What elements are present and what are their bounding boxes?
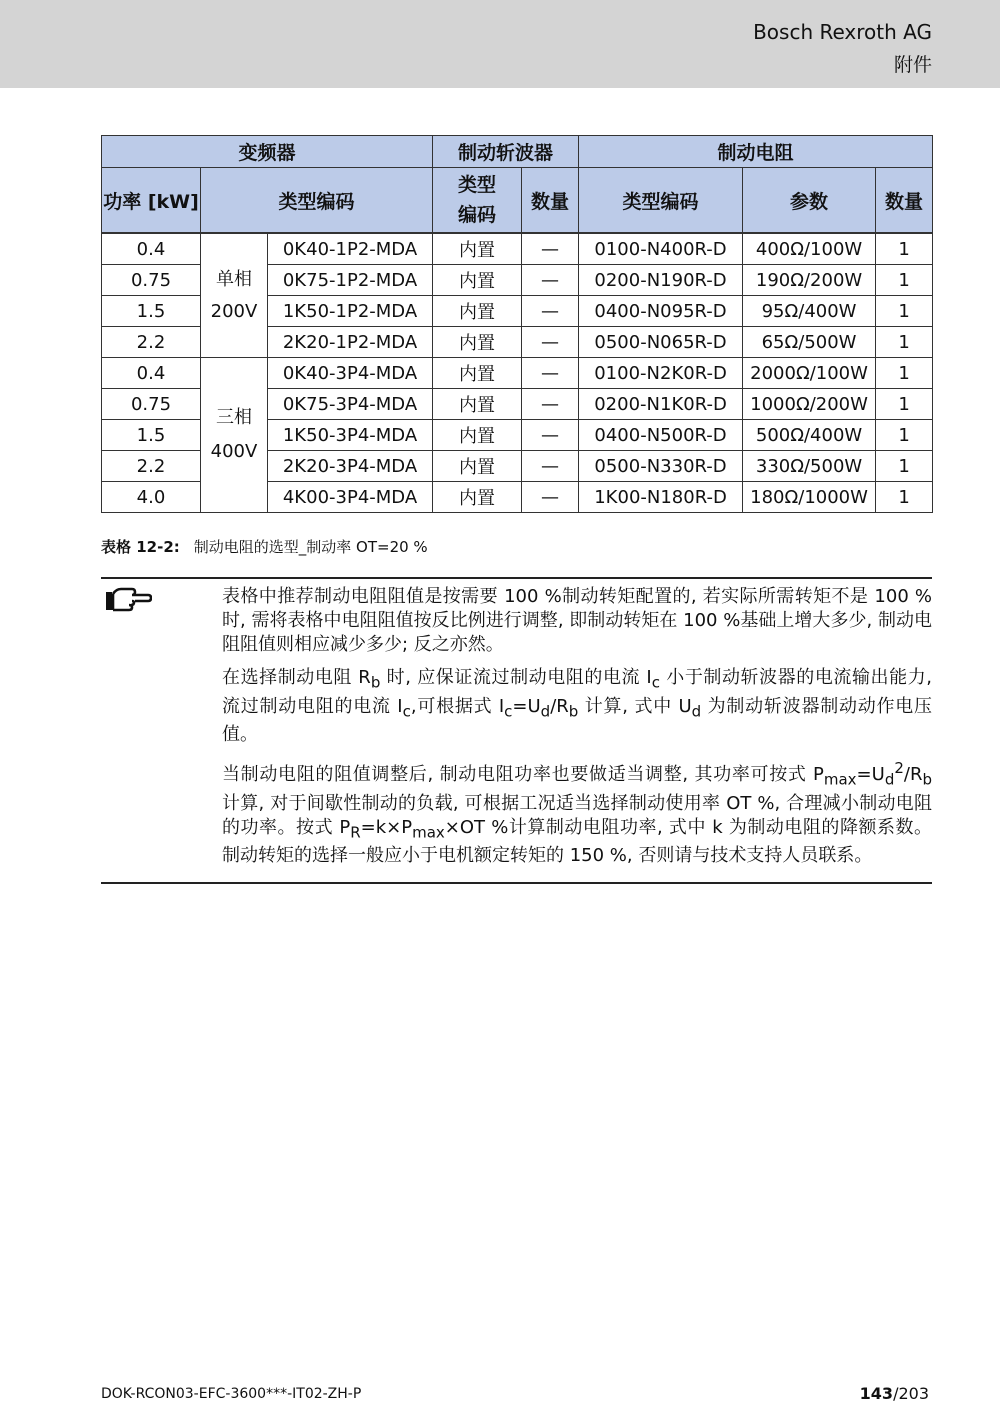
company-name: Bosch Rexroth AG bbox=[753, 20, 932, 44]
cell-inverter-code: 0K40-1P2-MDA bbox=[268, 233, 433, 265]
cell-chopper-qty: — bbox=[522, 265, 579, 296]
col-header-chopper-type bbox=[433, 168, 522, 234]
note-divider-top bbox=[101, 577, 932, 579]
cell-chopper-qty: — bbox=[522, 358, 579, 389]
cell-power: 2.2 bbox=[102, 451, 201, 482]
cell-chopper-qty: — bbox=[522, 389, 579, 420]
cell-chopper-qty: — bbox=[522, 420, 579, 451]
cell-chopper-qty: — bbox=[522, 327, 579, 358]
cell-resistor-param: 65Ω/500W bbox=[743, 327, 876, 358]
cell-resistor-param: 500Ω/400W bbox=[743, 420, 876, 451]
caption-text: 制动电阻的选型_制动率 OT=20 % bbox=[193, 538, 428, 556]
current-page: 143 bbox=[859, 1384, 894, 1403]
table-row bbox=[102, 358, 933, 389]
cell-power: 1.5 bbox=[102, 296, 201, 327]
note-paragraph-1: 表格中推荐制动电阻阻值是按需要 100 %制动转矩配置的, 若实际所需转矩不是 100 %时, 需将表格中电阻阻值按反比例进行调整, 即制动转矩在 100 %基础上增大多少, 制动电阻阻值则相应减少多少; 反之亦然。 bbox=[222, 586, 932, 655]
cell-resistor-code: 0200-N1K0R-D bbox=[579, 389, 743, 420]
cell-chopper: 内置 bbox=[433, 296, 522, 327]
group-header-row bbox=[102, 136, 933, 168]
col-header-resistor-param: 参数 bbox=[743, 168, 876, 234]
cell-resistor-qty: 1 bbox=[876, 389, 933, 420]
cell-power: 4.0 bbox=[102, 482, 201, 513]
cell-inverter-code: 0K75-1P2-MDA bbox=[268, 265, 433, 296]
cell-chopper-qty: — bbox=[522, 233, 579, 265]
cell-resistor-qty: 1 bbox=[876, 420, 933, 451]
group-header-chopper: 制动斩波器 bbox=[433, 136, 579, 168]
cell-resistor-code: 1K00-N180R-D bbox=[579, 482, 743, 513]
cell-phase-three bbox=[201, 358, 268, 513]
cell-resistor-qty: 1 bbox=[876, 451, 933, 482]
cell-resistor-code: 0100-N400R-D bbox=[579, 233, 743, 265]
caption-label: 表格 12-2: bbox=[101, 538, 180, 556]
cell-power: 1.5 bbox=[102, 420, 201, 451]
cell-resistor-qty: 1 bbox=[876, 358, 933, 389]
cell-chopper: 内置 bbox=[433, 327, 522, 358]
cell-resistor-qty: 1 bbox=[876, 296, 933, 327]
cell-chopper: 内置 bbox=[433, 358, 522, 389]
footer-page-number bbox=[860, 1384, 929, 1403]
column-header-row bbox=[102, 168, 933, 234]
section-title: 附件 bbox=[893, 54, 932, 76]
cell-resistor-qty: 1 bbox=[876, 233, 933, 265]
braking-resistor-table bbox=[101, 135, 933, 513]
cell-chopper: 内置 bbox=[433, 420, 522, 451]
phase-voltage: 400V bbox=[210, 441, 258, 462]
cell-inverter-code: 1K50-1P2-MDA bbox=[268, 296, 433, 327]
pointing-hand-icon bbox=[104, 586, 152, 614]
cell-resistor-code: 0400-N500R-D bbox=[579, 420, 743, 451]
total-pages: /203 bbox=[893, 1384, 929, 1403]
cell-chopper: 内置 bbox=[433, 233, 522, 265]
cell-power: 2.2 bbox=[102, 327, 201, 358]
cell-inverter-code: 0K75-3P4-MDA bbox=[268, 389, 433, 420]
cell-inverter-code: 2K20-3P4-MDA bbox=[268, 451, 433, 482]
cell-resistor-param: 2000Ω/100W bbox=[743, 358, 876, 389]
group-header-resistor: 制动电阻 bbox=[579, 136, 933, 168]
cell-resistor-code: 0400-N095R-D bbox=[579, 296, 743, 327]
cell-inverter-code: 4K00-3P4-MDA bbox=[268, 482, 433, 513]
note-divider-bottom bbox=[101, 882, 932, 884]
cell-power: 0.4 bbox=[102, 358, 201, 389]
phase-label: 单相 bbox=[216, 268, 252, 290]
phase-label: 三相 bbox=[216, 407, 252, 428]
cell-resistor-qty: 1 bbox=[876, 265, 933, 296]
col-header-power: 功率 [kW] bbox=[102, 168, 201, 234]
note-block bbox=[222, 585, 932, 877]
cell-resistor-code: 0200-N190R-D bbox=[579, 265, 743, 296]
col-header-chopper-type-line2: 编码 bbox=[458, 204, 497, 226]
cell-resistor-param: 180Ω/1000W bbox=[743, 482, 876, 513]
cell-chopper-qty: — bbox=[522, 482, 579, 513]
group-header-inverter: 变频器 bbox=[102, 136, 433, 168]
cell-power: 0.75 bbox=[102, 389, 201, 420]
cell-resistor-code: 0100-N2K0R-D bbox=[579, 358, 743, 389]
table-row bbox=[102, 233, 933, 265]
phase-voltage: 200V bbox=[210, 300, 258, 322]
footer-document-id: DOK-RCON03-EFC-3600***-IT02-ZH-P bbox=[101, 1386, 362, 1402]
col-header-resistor-type: 类型编码 bbox=[579, 168, 743, 234]
cell-inverter-code: 2K20-1P2-MDA bbox=[268, 327, 433, 358]
cell-power: 0.75 bbox=[102, 265, 201, 296]
cell-chopper: 内置 bbox=[433, 265, 522, 296]
note-paragraph-2: 在选择制动电阻 $R_b$ 时, 应保证流过制动电阻的电流 $I_c$ 小于制动斩波器的电流输出能力, 流过制动电阻的电流 $I_c$,可根据式 $I_c=U_d/R_b$ 计算, 式中 $U_d$ 为制动斩波器制动动作电压值。 bbox=[222, 667, 932, 746]
cell-resistor-param: 330Ω/500W bbox=[743, 451, 876, 482]
cell-resistor-qty: 1 bbox=[876, 482, 933, 513]
cell-resistor-code: 0500-N330R-D bbox=[579, 451, 743, 482]
table-caption bbox=[101, 536, 428, 557]
cell-chopper-qty: — bbox=[522, 296, 579, 327]
cell-resistor-param: 400Ω/100W bbox=[743, 233, 876, 265]
col-header-inverter-type: 类型编码 bbox=[201, 168, 433, 234]
cell-power: 0.4 bbox=[102, 233, 201, 265]
cell-chopper: 内置 bbox=[433, 451, 522, 482]
cell-inverter-code: 0K40-3P4-MDA bbox=[268, 358, 433, 389]
cell-chopper: 内置 bbox=[433, 482, 522, 513]
cell-chopper: 内置 bbox=[433, 389, 522, 420]
col-header-chopper-qty: 数量 bbox=[522, 168, 579, 234]
col-header-resistor-qty: 数量 bbox=[876, 168, 933, 234]
cell-resistor-param: 190Ω/200W bbox=[743, 265, 876, 296]
col-header-chopper-type-line1: 类型 bbox=[458, 174, 497, 196]
cell-phase-single bbox=[201, 233, 268, 358]
cell-resistor-code: 0500-N065R-D bbox=[579, 327, 743, 358]
cell-resistor-param: 1000Ω/200W bbox=[743, 389, 876, 420]
cell-inverter-code: 1K50-3P4-MDA bbox=[268, 420, 433, 451]
cell-chopper-qty: — bbox=[522, 451, 579, 482]
page-header bbox=[0, 0, 1000, 88]
cell-resistor-param: 95Ω/400W bbox=[743, 296, 876, 327]
note-paragraph-3: 当制动电阻的阻值调整后, 制动电阻功率也要做适当调整, 其功率可按式 $P_{max}=U_d^2/R_b$ 计算, 对于间歇性制动的负载, 可根据工况适当选择制动使用率 OT %, 合理减小制动电阻的功率。按式 $P_R=k\times P_{max}\times OT$ %计算制动电阻功率, 式中 k 为制动电阻的降额系数。制动转矩的选择一般应小于电机额定转矩的 150 %, 否则请与技术支持人员联系。 bbox=[222, 759, 932, 867]
cell-resistor-qty: 1 bbox=[876, 327, 933, 358]
